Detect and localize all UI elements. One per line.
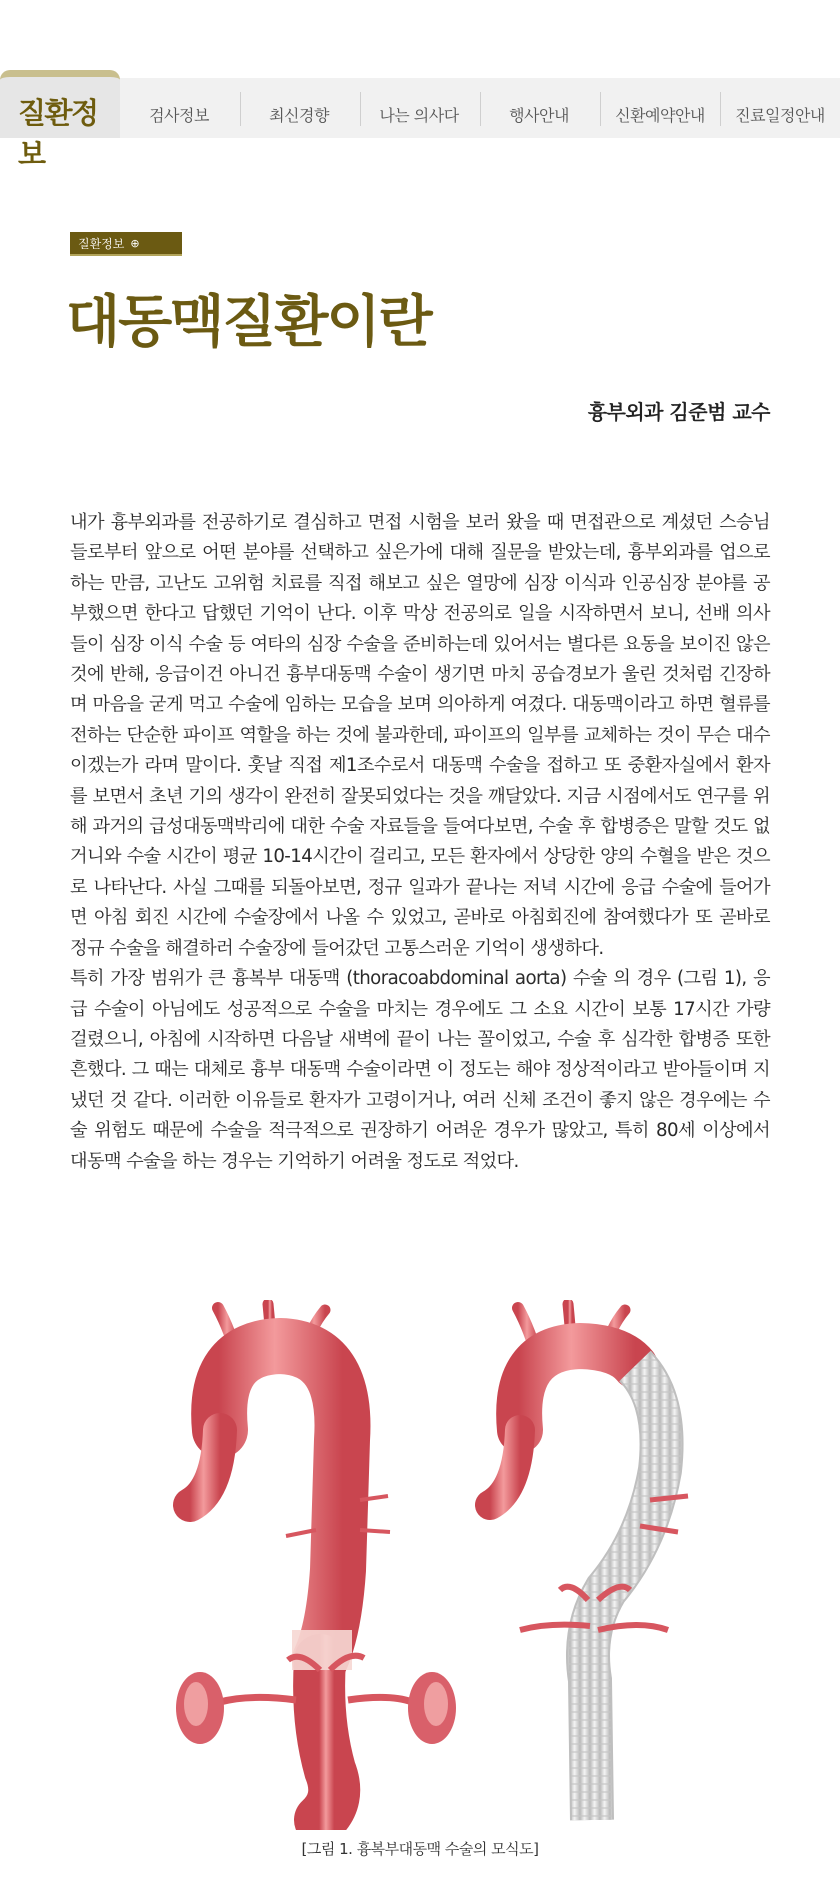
badge-underline xyxy=(70,254,182,256)
figure-caption: [그림 1. 흉복부대동맥 수술의 모식도] xyxy=(301,1840,539,1858)
nav-tab-schedule[interactable]: 진료일정안내 xyxy=(735,105,825,125)
aorta-before-surgery xyxy=(176,1304,456,1820)
article-paragraph: 내가 흉부외과를 전공하기로 결심하고 면접 시험을 보러 왔을 때 면접관으로 계셨던 스승님들로부터 앞으로 어떤 분야를 선택하고 싶은가에 대해 질문을 받았는데, 흉부외과를 업으로 하는 만큼, 고난도 고위험 치료를 직접 해보고 싶은 열망에 심장 이식과 인공심장 분야를 공부했으면 한다고 답했던 기억이 난다. 이후 막상 전공의로 일을 시작하면서 보니, 선배 의사들이 심장 이식 수술 등 여타의 심장 수술을 준비하는데 있어서는 별다른 요동을 보이진 않은 것에 반해, 응급이건 아니건 흉부대동맥 수술이 생기면 마치 공습경보가 울린 것처럼 긴장하며 마음을 굳게 먹고 수술에 임하는 모습을 보며 의아하게 여겼다. 대동맥이라고 하면 혈류를 전하는 단순한 파이프 역할을 하는 것에 불과한데, 파이프의 일부를 교체하는 것이 무슨 대수 이겠는가 라며 말이다. 훗날 직접 제1조수로서 대동맥 수술을 접하고 또 중환자실에서 환자를 보면서 초년 기의 생각이 완전히 잘못되었다는 것을 깨달았다. 지금 시점에서도 연구를 위해 과거의 급성대동맥박리에 대한 수술 자료들을 들여다보면, 수술 후 합병증은 말할 것도 없거니와 수술 시간이 평균 10-14시간이 걸리고, 모든 환자에서 상당한 양의 수혈을 받은 것으로 나타난다. 사실 그때를 되돌아보면, 정규 일과가 끝나는 저녁 시간에 응급 수술에 들어가면 아침 회진 시간에 수술장에서 나올 수 있었고, 곧바로 아침회진에 참여했다가 또 곧바로 정규 수술을 해결하러 수술장에 들어갔던 고통스러운 기억이 생생하다. xyxy=(70,512,770,959)
category-badge xyxy=(70,232,182,254)
article-body xyxy=(70,508,770,1177)
nav-tab-i-am-doctor[interactable]: 나는 의사다 xyxy=(379,105,459,125)
nav-tab-new-patient-reservation[interactable]: 신환예약안내 xyxy=(615,105,705,125)
nav-tab-latest-trends[interactable]: 최신경향 xyxy=(269,105,329,125)
page-title: 대동맥질환이란 xyxy=(66,290,431,355)
nav-tab-active-label: 질환정보 xyxy=(18,96,98,171)
nav-tab-disease-info[interactable] xyxy=(0,70,120,171)
aorta-after-graft-replacement xyxy=(490,1304,688,1820)
aorta-surgery-illustration xyxy=(120,1300,740,1830)
nav-tab-exam-info[interactable]: 검사정보 xyxy=(149,105,209,125)
article-paragraph: 특히 가장 범위가 큰 흉복부 대동맥 (thoracoabdominal aorta) 수술 의 경우 (그림 1), 응급 수술이 아님에도 성공적으로 수술을 마치는 경우에도 그 소요 시간이 보통 17시간 가량 걸렸으니, 아침에 시작하면 다음날 새벽에 끝이 나는 꼴이었고, 수술 후 심각한 합병증 또한 흔했다. 그 때는 대체로 흉부 대동맥 수술이라면 이 정도는 해야 정상적이라고 받아들이며 지냈던 것 같다. 이러한 이유들로 환자가 고령이거나, 여러 신체 조건이 좋지 않은 경우에는 수술 위험도 때문에 수술을 적극적으로 권장하기 어려운 경우가 많았고, 특히 80세 이상에서 대동맥 수술을 하는 경우는 기억하기 어려울 정도로 적었다. xyxy=(70,968,770,1172)
top-navigation xyxy=(0,70,840,171)
author-byline: 흉부외과 김준범 교수 xyxy=(587,400,770,424)
circle-plus-icon: ⊕ xyxy=(130,236,140,250)
category-badge-label: 질환정보 xyxy=(78,236,125,251)
nav-tab-events[interactable]: 행사안내 xyxy=(509,105,569,125)
